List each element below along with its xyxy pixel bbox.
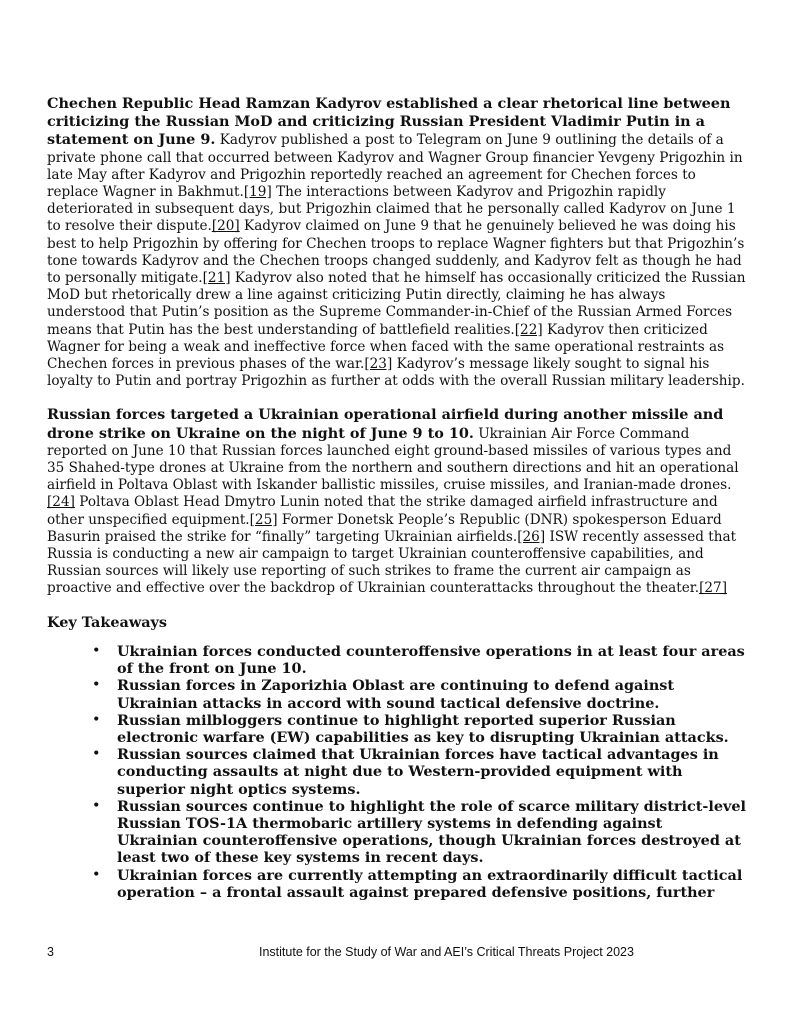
bullet-icon: •	[92, 797, 101, 814]
bullet-icon: •	[92, 746, 101, 763]
footnote-link-25[interactable]: [25]	[249, 511, 278, 528]
page-footer	[47, 945, 747, 961]
footer-text: Institute for the Study of War and AEI’s Critical Threats Project 2023	[259, 945, 634, 959]
footnote-link-21[interactable]: [21]	[202, 270, 231, 287]
footnote-link-20[interactable]: [20]	[211, 218, 240, 235]
list-item	[92, 866, 747, 901]
key-takeaways-heading: Key Takeaways	[47, 613, 168, 631]
footnote-link-27[interactable]: [27]	[699, 580, 728, 597]
footnote-link-24[interactable]: [24]	[47, 494, 75, 511]
footnote-link-23[interactable]: [23]	[364, 356, 393, 373]
paragraph-kadyrov	[47, 95, 747, 390]
paragraph-text: Kadyrov then criticized Wagner for being a weak and ineffective force when faced with the same operational restraints as Chechen forces in previous phases of the war.	[47, 321, 725, 373]
page-number: 3	[47, 945, 54, 959]
paragraph-text: Kadyrov published a post to Telegram on June 9 outlining the details of a private phone call that occurred between Kadyrov and Wagner Group financier Yevgeny Prigozhin in late May after Kadyrov and Prigozhin reportedly reached an agreement for Chechen forces to replace Wagner in Bakhmut.	[47, 132, 743, 201]
paragraph-text: The interactions between Kadyrov and Prigozhin rapidly deteriorated in subsequent days, but Prigozhin claimed that he personally called Kadyrov on June 1 to resolve their dispute.	[47, 184, 736, 235]
list-item	[92, 642, 747, 678]
key-takeaways-list	[47, 643, 747, 901]
list-item	[92, 746, 747, 798]
paragraph-text: Poltava Oblast Head Dmytro Lunin noted that the strike damaged airfield infrastructure and other unspecified equipment.	[47, 494, 718, 528]
paragraph-text: Kadyrov’s message likely sought to signal his loyalty to Putin and portray Prigozhin as further at odds with the overall Russian military leadership.	[47, 356, 745, 390]
bullet-icon: •	[92, 677, 101, 694]
list-item-text: Ukrainian forces are currently attempting an extraordinarily difficult tactical operation – a frontal assault against prepared defensive positions, further	[117, 866, 743, 901]
paragraph-text: ISW recently assessed that Russia is conducting a new air campaign to target Ukrainian counteroffensive capabilities, and Russian sources will likely use reporting of such strikes to frame the current air campaign as proactive and effective over the backdrop of Ukrainian counterattacks throughout the theater.	[47, 528, 737, 597]
paragraph-lead: Chechen Republic Head Ramzan Kadyrov established a clear rhetorical line between criticizing the Russian MoD and criticizing Russian President Vladimir Putin in a statement on June 9.	[47, 95, 731, 149]
list-item-text: Russian forces in Zaporizhia Oblast are continuing to defend against Ukrainian attacks in accord with sound tactical defensive doctrine.	[117, 677, 675, 712]
list-item-text: Ukrainian forces conducted counteroffensive operations in at least four areas of the front on June 10.	[117, 642, 745, 678]
paragraph-lead: Russian forces targeted a Ukrainian operational airfield during another missile and drone strike on Ukraine on the night of June 9 to 10.	[47, 406, 724, 442]
footnote-link-19[interactable]: [19]	[243, 184, 272, 201]
paragraph-text: Kadyrov claimed on June 9 that he genuinely believed he was doing his best to help Prigozhin by offering for Chechen troops to replace Wagner fighters but that Prigozhin’s tone towards Kadyrov and the Chechen troops changed suddenly, and Kadyrov felt as though he had to personally mitigate.	[47, 218, 745, 287]
list-item-text: Russian milbloggers continue to highlight reported superior Russian electronic warfare (EW) capabilities as key to disrupting Ukrainian attacks.	[117, 711, 729, 746]
list-item-text: Russian sources continue to highlight the role of scarce military district-level Russian TOS-1A thermobaric artillery systems in defending against Ukrainian counteroffensive operations, though Ukrainian forces destroyed at least two of these key systems in recent days.	[117, 797, 746, 867]
list-item	[92, 711, 747, 746]
page-body	[47, 95, 747, 901]
paragraph-text: Ukrainian Air Force Command reported on June 10 that Russian forces launched eight ground-based missiles of various types and 35 Shahed-type drones at Ukraine from the northern and southern directions and hit an operational airfield in Poltava Oblast with Iskander ballistic missiles, cruise missiles, and Iranian-made drones.	[47, 425, 739, 494]
list-item	[92, 797, 747, 867]
paragraph-text: Kadyrov also noted that he himself has occasionally criticized the Russian MoD but rhetorically drew a line against criticizing Putin directly, claiming he has always understood that Putin’s position as the Supreme Commander-in-Chief of the Russian Armed Forces means that Putin has the best understanding of battlefield realities.	[47, 270, 746, 338]
list-item-text: Russian sources claimed that Ukrainian forces have tactical advantages in conducting assaults at night due to Western-provided equipment with superior night optics systems.	[117, 746, 719, 798]
bullet-icon: •	[92, 866, 101, 883]
paragraph-text: Former Donetsk People’s Republic (DNR) spokesperson Eduard Basurin praised the strike for “finally” targeting Ukrainian airfields.	[47, 511, 722, 545]
list-item	[92, 677, 747, 712]
bullet-icon: •	[92, 711, 101, 728]
footnote-link-26[interactable]: [26]	[517, 528, 546, 545]
bullet-icon: •	[92, 642, 101, 659]
footnote-link-22[interactable]: [22]	[514, 321, 543, 338]
paragraph-airfield-strike	[47, 406, 747, 597]
